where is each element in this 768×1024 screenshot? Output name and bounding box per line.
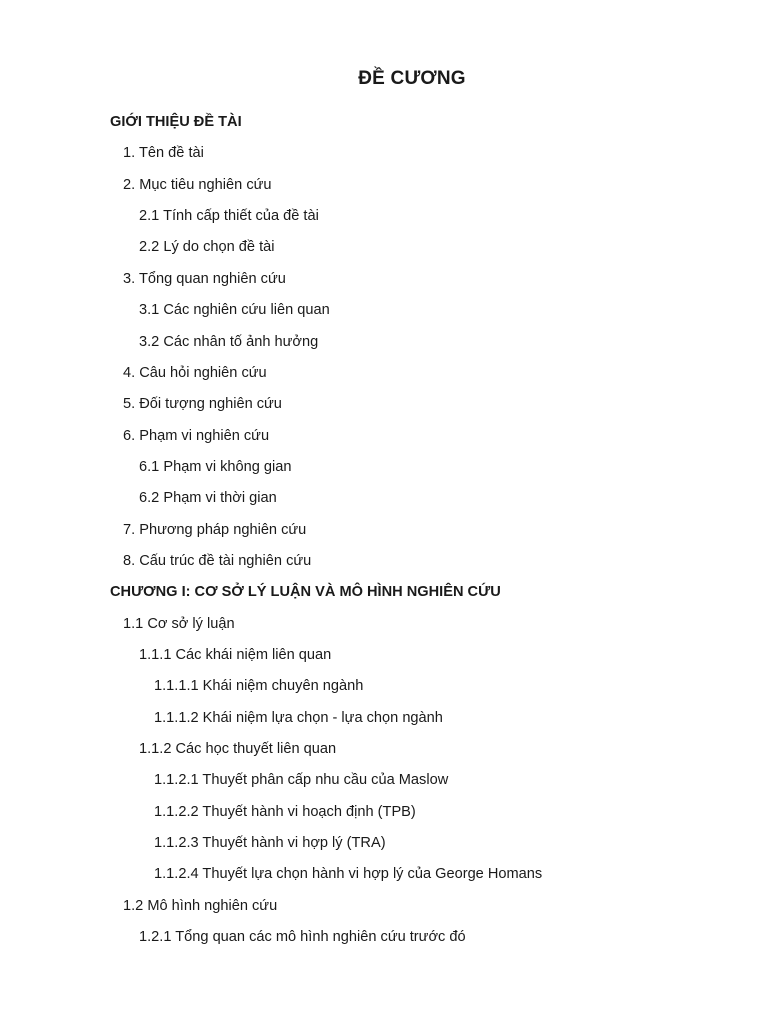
outline-item: 1.2.1 Tổng quan các mô hình nghiên cứu trước đó — [139, 929, 466, 946]
outline-item: 1.1.2.3 Thuyết hành vi hợp lý (TRA) — [154, 835, 386, 852]
outline-item: 7. Phương pháp nghiên cứu — [123, 521, 307, 538]
outline-heading: GIỚI THIỆU ĐỀ TÀI — [110, 114, 242, 130]
outline-item: 6.2 Phạm vi thời gian — [139, 490, 277, 507]
outline-item: 2. Mục tiêu nghiên cứu — [123, 176, 272, 193]
outline-item: 1.1.1.2 Khái niệm lựa chọn - lựa chọn ngành — [154, 709, 443, 726]
outline-item: 1.1.1 Các khái niệm liên quan — [139, 647, 332, 663]
outline-item: 3.2 Các nhân tố ảnh hưởng — [139, 333, 319, 350]
outline-item: 5. Đối tượng nghiên cứu — [123, 396, 282, 413]
outline-item: 1.1.2.2 Thuyết hành vi hoạch định (TPB) — [154, 803, 416, 820]
outline-item: 6. Phạm vi nghiên cứu — [123, 427, 270, 444]
outline-item: 1.1.2 Các học thuyết liên quan — [139, 741, 337, 757]
outline-item: 2.1 Tính cấp thiết của đề tài — [139, 208, 319, 225]
outline-item: 1.1.2.1 Thuyết phân cấp nhu cầu của Maslow — [154, 772, 449, 789]
outline-item: 2.2 Lý do chọn đề tài — [139, 239, 275, 256]
outline-item: 3.1 Các nghiên cứu liên quan — [139, 302, 330, 319]
outline-item: 8. Cấu trúc đề tài nghiên cứu — [123, 552, 312, 569]
outline-item: 1.2 Mô hình nghiên cứu — [123, 897, 278, 914]
outline-item: 1.1.1.1 Khái niệm chuyên ngành — [154, 678, 364, 695]
outline-item: 6.1 Phạm vi không gian — [139, 458, 292, 475]
outline-item: 1. Tên đề tài — [123, 145, 204, 162]
outline-heading: CHƯƠNG I: CƠ SỞ LÝ LUẬN VÀ MÔ HÌNH NGHIÊN CỨU — [110, 584, 501, 601]
document-title: ĐỀ CƯƠNG — [358, 68, 466, 89]
outline-item: 4. Câu hỏi nghiên cứu — [123, 364, 267, 381]
outline-item: 1.1.2.4 Thuyết lựa chọn hành vi hợp lý của George Homans — [154, 866, 543, 883]
outline-item: 3. Tổng quan nghiên cứu — [123, 270, 286, 287]
outline-item: 1.1 Cơ sở lý luận — [123, 615, 235, 632]
